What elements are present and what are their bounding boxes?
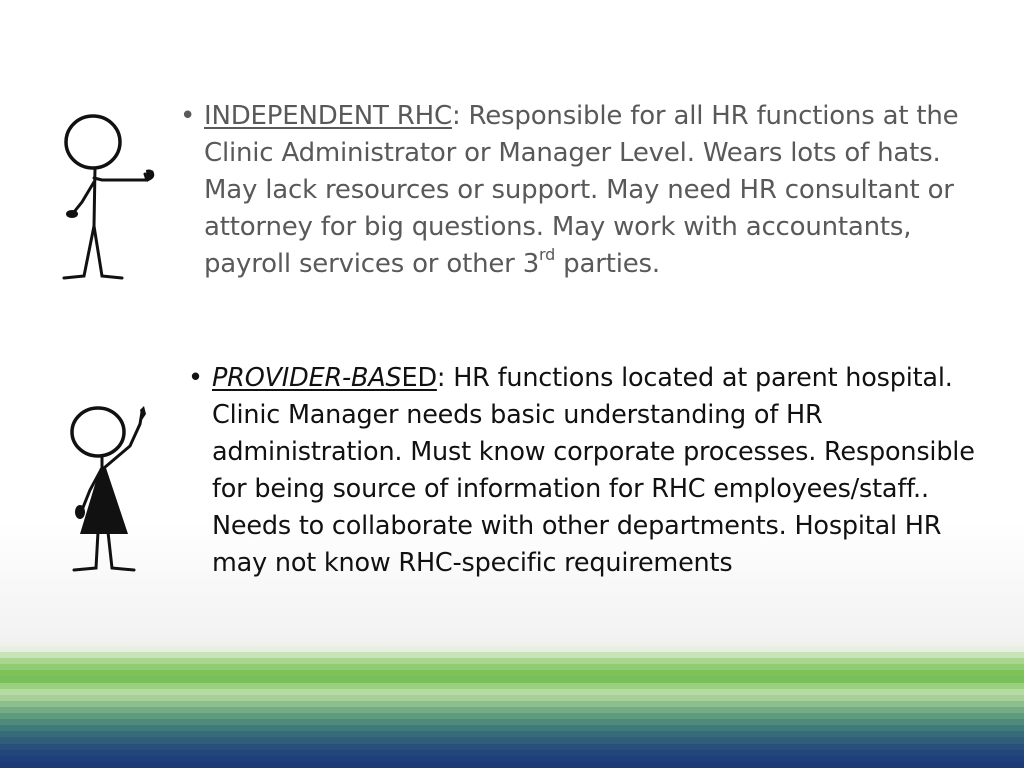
stick-figure-woman-pointing-up-icon — [58, 402, 168, 582]
bullet-independent-text-end: parties. — [555, 249, 660, 279]
term-provider-bas: PROVIDER-BAS — [212, 363, 402, 393]
bullet-independent-text: : Responsible for all HR functions at the Clinic Administrator or Manager Level. Wears lots of hats. May lack resources or support. May need HR consultant or attorney for big questions. May work with accountants, payroll services or other 3 — [204, 101, 959, 279]
bullet-provider-text: : HR functions located at parent hospital. Clinic Manager needs basic understanding of HR administration. Must know corporate processes. Responsible for being source of information for RHC employees/staff.. Needs to collaborate with other departments. Hospital HR may not know RHC-specific requirements — [212, 363, 975, 578]
stick-figure-man-thumbs-up-icon — [50, 108, 170, 288]
footer-stripes — [0, 646, 1024, 768]
bullet-provider-based — [188, 360, 992, 582]
bullet-marker: • — [180, 101, 196, 131]
term-provider-ed: ED — [401, 363, 437, 393]
term-independent-rhc: INDEPENDENT RHC — [204, 101, 452, 131]
bullet-marker: • — [188, 363, 203, 393]
superscript-rd: rd — [539, 245, 556, 264]
bullet-independent-rhc — [180, 98, 964, 283]
